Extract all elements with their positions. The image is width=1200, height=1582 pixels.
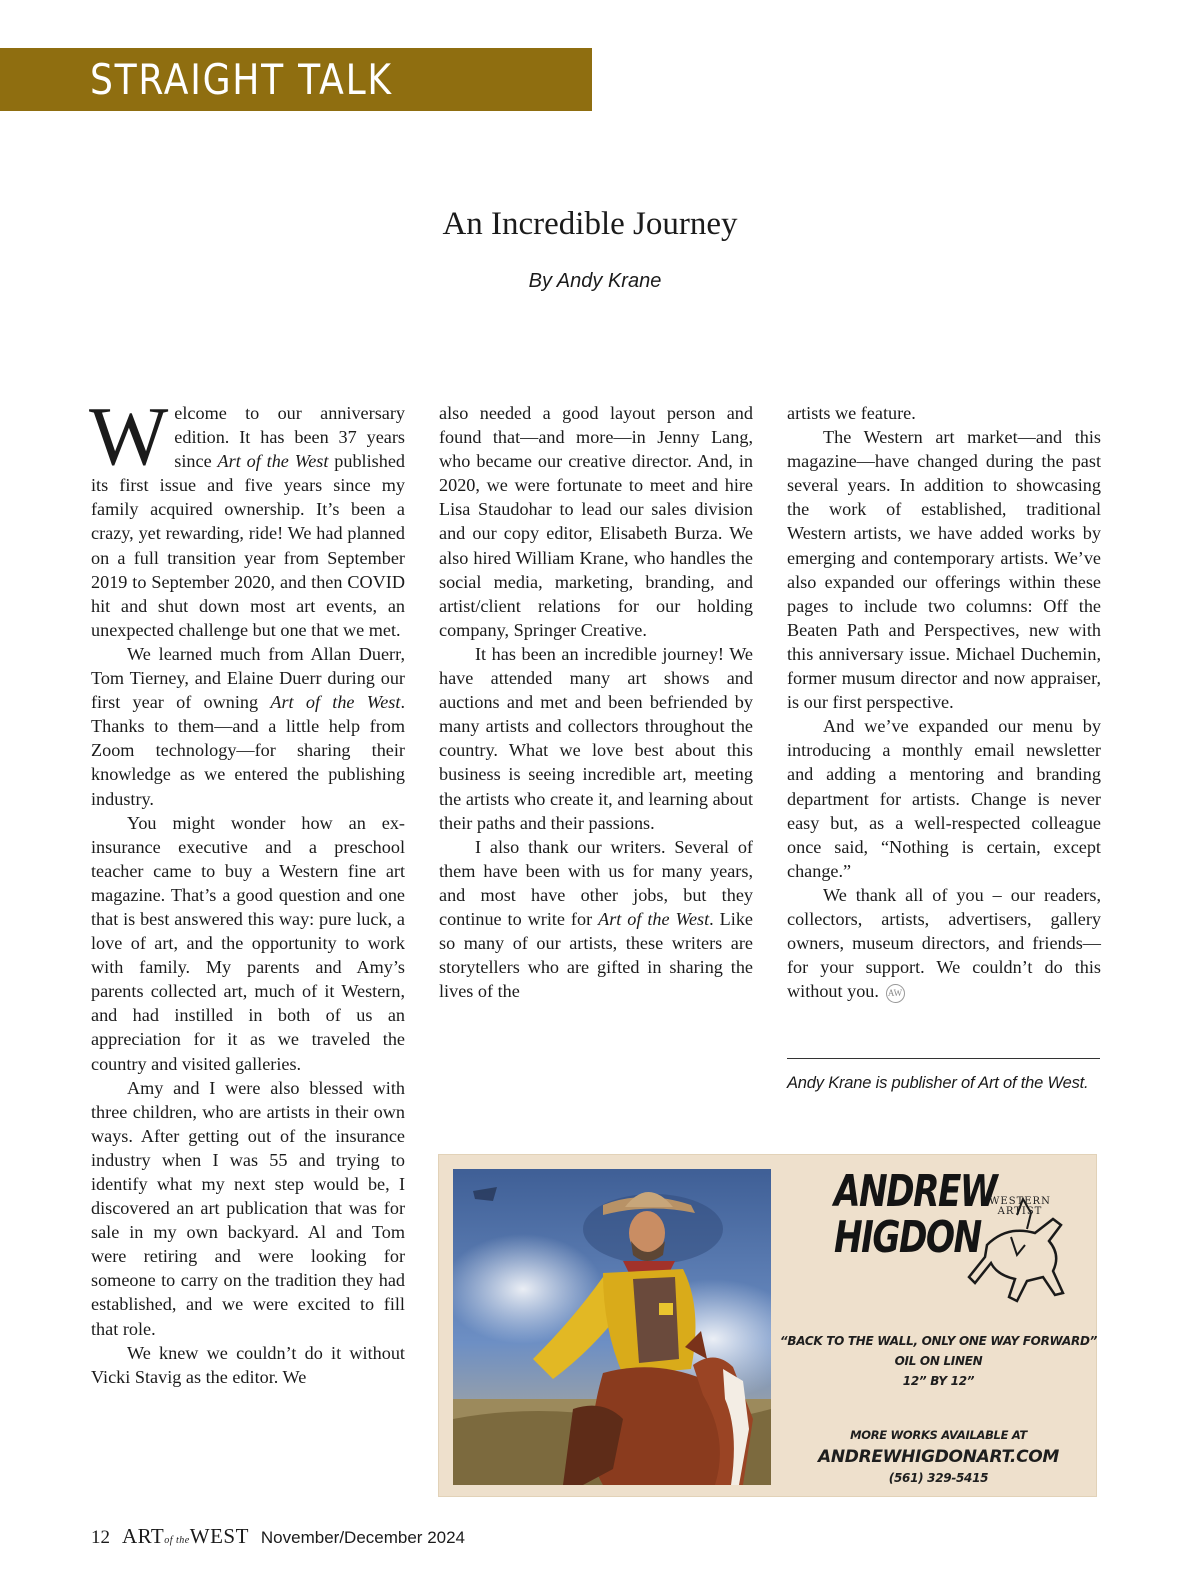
painting-size: 12” BY 12” — [902, 1374, 975, 1388]
advertisement — [438, 1154, 1097, 1497]
article-column-2 — [439, 401, 753, 1003]
painting-title: “BACK TO THE WALL, ONLY ONE WAY FORWARD” — [779, 1334, 1098, 1348]
ad-contact — [779, 1425, 1098, 1487]
ad-info-panel — [779, 1155, 1098, 1498]
paragraph: And we’ve expanded our menu by introducing a monthly email newsletter and adding a mentoring and branding department for artists. Change is never easy but, as a well-respected colleague once said, “Nothing is certain, except change.” — [787, 716, 1101, 881]
paragraph: It has been an incredible journey! We have attended many art shows and auctions and met and been befriended by many artists and collectors throughout the country. What we love best about this business is seeing incredible art, meeting the artists who create it, and learning about their paths and their passions. — [439, 643, 753, 833]
website-link[interactable]: ANDREWHIGDONART.COM — [817, 1447, 1060, 1467]
paragraph: We thank all of you – our readers, collectors, artists, advertisers, gallery owners, museum directors, and friends—for your support. We couldn’t do this without you. AW — [787, 884, 1101, 1002]
magazine-title-italic: Art of the West — [270, 692, 401, 713]
article-column-1 — [89, 390, 405, 1389]
paragraph: Welcome to our anniversary edition. It has been 37 years since Art of the West published its first issue and five years since my family acquired ownership. It’s been a crazy, yet rewarding, ride! We had planned on a full transition year from September 2019 to September 2020, and then COVID hit and shut down most art events, an unexpected challenge but one that we met. — [89, 390, 405, 640]
magazine-title-italic: Art of the West — [217, 451, 329, 472]
artist-logo: ANDREW HIGDON — [834, 1166, 997, 1263]
phone-number: (561) 329-5415 — [888, 1471, 989, 1485]
paragraph: also needed a good layout person and found that—and more—in Jenny Lang, who became our creative director. And, in 2020, we were fortunate to meet and hire Lisa Staudohar to lead our sales division and our copy editor, Elisabeth Burza. We also hired William Krane, who handles the social media, marketing, branding, and artist/client relations for our holding company, Springer Creative. — [439, 403, 753, 640]
section-title: STRAIGHT TALK — [90, 55, 393, 104]
author-note: Andy Krane is publisher of Art of the West. — [787, 1074, 1089, 1092]
paragraph: We knew we couldn’t do it without Vicki Stavig as the editor. We — [91, 1342, 405, 1387]
magazine-title-italic: Art of the West — [598, 908, 710, 929]
paragraph: The Western art market—and this magazine—have changed during the past several years. In addition to showcasing the work of established, traditional Western artists, we have added works by emerging and contemporary artists. We’ve also expanded our offerings within these pages to include two columns: Off the Beaten Path and Perspectives, new with this anniversary issue. Michael Duchemin, former musum director and now appraiser, is our first perspective. — [787, 427, 1101, 713]
section-header-bar — [0, 48, 592, 111]
painting-medium: OIL ON LINEN — [894, 1354, 983, 1368]
painting-caption — [779, 1331, 1098, 1391]
article-title: An Incredible Journey — [442, 206, 738, 242]
end-mark-icon: AW — [886, 984, 905, 1003]
page-footer — [91, 1524, 465, 1549]
paragraph: artists we feature. — [787, 403, 916, 423]
issue-date: November/December 2024 — [260, 1528, 466, 1547]
paragraph: We learned much from Allan Duerr, Tom Tierney, and Elaine Duerr during our first year of owning Art of the West. Thanks to them—and a little help from Zoom technology—for sharing their knowledge as we entered the publishing industry. — [91, 643, 405, 809]
cowboy-painting-image — [453, 1169, 771, 1485]
article-byline: By Andy Krane — [528, 270, 662, 292]
more-works-label: MORE WORKS AVAILABLE AT — [850, 1428, 1027, 1442]
magazine-logo: ARTof theWEST — [122, 1524, 249, 1548]
drop-cap: W — [89, 390, 169, 483]
divider — [787, 1058, 1100, 1059]
paragraph: Amy and I were also blessed with three children, who are artists in their own ways. After getting out of the insurance industry when I was 55 and trying to identify what my next step would be, I discovered an art publication that was for sale in my own backyard. Al and Tom were retiring and were looking for someone to carry on the tradition they had established, and we were excited to fill that role. — [91, 1077, 405, 1339]
page-number: 12 — [91, 1527, 110, 1548]
paragraph: You might wonder how an ex-insurance executive and a preschool teacher came to buy a Western fine art magazine. That’s a good question and one that is best answered this way: pure luck, a love of art, and the opportunity to work with family. My parents and Amy’s parents collected art, much of it Western, and had instilled in both of us an appreciation for it as we traveled the country and visited galleries. — [91, 812, 405, 1074]
paragraph: I also thank our writers. Several of them have been with us for many years, and most have other jobs, but they continue to write for Art of the West. Like so many of our artists, these writers are storytellers who are gifted in sharing the lives of the — [439, 836, 753, 1002]
artist-tagline: WESTERN ARTIST — [989, 1196, 1051, 1217]
article-column-3 — [787, 401, 1101, 1003]
